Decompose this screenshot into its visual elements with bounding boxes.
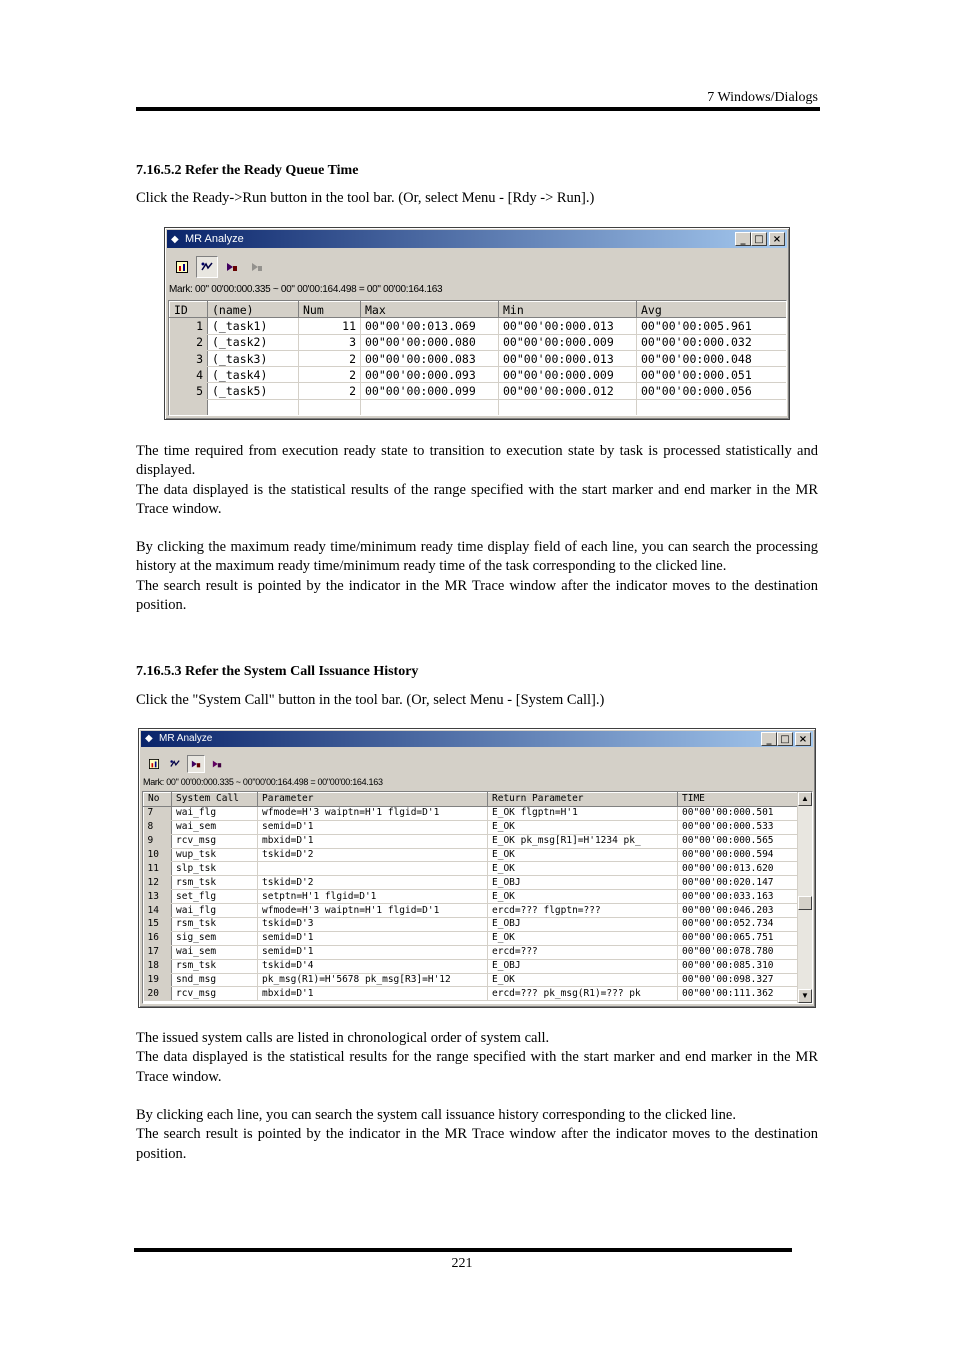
table-row[interactable] <box>144 959 799 973</box>
scroll-up-icon[interactable]: ▲ <box>798 792 812 806</box>
cell-system-call: wai_flg <box>172 904 258 918</box>
col-header-system-call[interactable]: System Call <box>172 793 258 807</box>
cell-min[interactable]: 00"00'00:000.013 <box>499 350 637 366</box>
cell-min[interactable]: 00"00'00:000.013 <box>499 318 637 334</box>
paragraph: By clicking each line, you can search the system call issuance history corresponding to the clicked line. <box>136 1107 736 1123</box>
paragraph: The issued system calls are listed in chronological order of system call. <box>136 1030 550 1046</box>
cell-system-call: snd_msg <box>172 973 258 987</box>
cell-no: 17 <box>144 945 172 959</box>
cell-avg: 00"00'00:005.961 <box>637 318 787 334</box>
cell-system-call: rsm_tsk <box>172 959 258 973</box>
cell-id: 2 <box>170 334 208 350</box>
cell-system-call: rcv_msg <box>172 987 258 1001</box>
system-call-history-button[interactable] <box>208 755 226 773</box>
cell-system-call: rcv_msg <box>172 834 258 848</box>
mark-range-label: Mark: 00" 00'00:000.335 ~ 00"00'00:164.498 = 00"00'00:164.163 <box>143 777 383 787</box>
cell-no: 12 <box>144 876 172 890</box>
cell-no: 10 <box>144 848 172 862</box>
cell-time: 00"00'00:046.203 <box>678 904 799 918</box>
cell-time: 00"00'00:000.565 <box>678 834 799 848</box>
cell-name: (_task3) <box>208 350 299 366</box>
cell-avg: 00"00'00:000.048 <box>637 350 787 366</box>
empty-cell <box>208 399 299 415</box>
cell-parameter: semid=D'1 <box>258 931 488 945</box>
ready-queue-grid <box>169 301 787 416</box>
app-icon: ◆ <box>145 733 153 744</box>
system-call-grid <box>143 792 799 1001</box>
cell-num: 3 <box>299 334 361 350</box>
table-row[interactable] <box>144 820 799 834</box>
col-header-parameter[interactable]: Parameter <box>258 793 488 807</box>
cell-return-parameter: ercd=??? flgptn=??? <box>488 904 678 918</box>
cell-time: 00"00'00:078.780 <box>678 945 799 959</box>
cell-id: 3 <box>170 350 208 366</box>
cell-return-parameter: E_OK <box>488 931 678 945</box>
system-call-button[interactable] <box>221 256 243 278</box>
cell-no: 7 <box>144 806 172 820</box>
ready-run-icon <box>201 261 213 273</box>
cell-time: 00"00'00:111.362 <box>678 987 799 1001</box>
maximize-button[interactable]: □ <box>751 232 767 246</box>
section2-intro: Click the "System Call" button in the tool bar. (Or, select Menu - [System Call].) <box>136 692 605 708</box>
col-header-no[interactable]: No <box>144 793 172 807</box>
section-title-system-call: 7.16.5.3 Refer the System Call Issuance History <box>136 664 419 679</box>
table-row[interactable] <box>144 806 799 820</box>
cell-parameter: tskid=D'2 <box>258 876 488 890</box>
cell-return-parameter: E_OK <box>488 973 678 987</box>
cell-parameter: pk_msg(R1)=H'5678 pk_msg[R3]=H'12 <box>258 973 488 987</box>
paragraph: The data displayed is the statistical results for the range specified with the start marker and end marker in the MR Trace window. <box>136 1049 818 1085</box>
cell-return-parameter: E_OK <box>488 848 678 862</box>
cell-num: 2 <box>299 367 361 383</box>
cell-time: 00"00'00:085.310 <box>678 959 799 973</box>
cell-system-call: slp_tsk <box>172 862 258 876</box>
cell-no: 19 <box>144 973 172 987</box>
cell-max[interactable]: 00"00'00:000.083 <box>361 350 499 366</box>
cell-parameter: mbxid=D'1 <box>258 834 488 848</box>
cell-id: 4 <box>170 367 208 383</box>
cell-return-parameter: E_OK <box>488 862 678 876</box>
system-call-icon <box>226 261 238 273</box>
empty-cell <box>299 399 361 415</box>
section-title-ready-queue: 7.16.5.2 Refer the Ready Queue Time <box>136 163 359 178</box>
cell-system-call: wai_flg <box>172 806 258 820</box>
cell-min[interactable]: 00"00'00:000.009 <box>499 367 637 383</box>
chapter-header: 7 Windows/Dialogs <box>707 90 818 105</box>
table-row[interactable] <box>144 904 799 918</box>
col-header-id[interactable]: ID <box>170 302 208 318</box>
section1-body-2 <box>136 538 818 615</box>
col-header-return-parameter[interactable]: Return Parameter <box>488 793 678 807</box>
table-row[interactable] <box>144 973 799 987</box>
system-call-icon <box>212 759 222 769</box>
cpu-occupancy-button[interactable] <box>171 256 193 278</box>
cell-system-call: wup_tsk <box>172 848 258 862</box>
cell-no: 13 <box>144 890 172 904</box>
table-row[interactable] <box>144 987 799 1001</box>
section2-body-2 <box>136 1106 836 1164</box>
cell-parameter: semid=D'1 <box>258 820 488 834</box>
minimize-button[interactable]: _ <box>735 232 751 246</box>
system-call-button[interactable] <box>187 755 205 773</box>
cell-no: 11 <box>144 862 172 876</box>
col-header-max[interactable]: Max <box>361 302 499 318</box>
toolbar <box>171 256 268 278</box>
paragraph: The time required from execution ready state to transition to execution state by task is processed statistically and displayed. <box>136 443 818 479</box>
app-icon: ◆ <box>171 234 179 245</box>
cell-num: 2 <box>299 383 361 399</box>
paragraph: By clicking the maximum ready time/minimum ready time display field of each line, you can search the processing history at the maximum ready time/minimum ready time of the task corresponding to the clicked line. <box>136 539 818 575</box>
close-button[interactable]: × <box>769 232 785 246</box>
table-row[interactable] <box>144 862 799 876</box>
cell-num: 11 <box>299 318 361 334</box>
cell-max[interactable]: 00"00'00:013.069 <box>361 318 499 334</box>
cell-system-call: wai_sem <box>172 945 258 959</box>
ready-run-button[interactable] <box>196 256 218 278</box>
window-titlebar[interactable] <box>141 731 813 747</box>
col-header-name[interactable]: (name) <box>208 302 299 318</box>
chart-icon <box>149 759 159 769</box>
table-row[interactable] <box>170 334 787 350</box>
system-call-icon <box>191 759 201 769</box>
cell-num: 2 <box>299 350 361 366</box>
system-call-icon-disabled <box>251 261 263 273</box>
cell-parameter: tskid=D'4 <box>258 959 488 973</box>
section2-body-1 <box>136 1029 818 1087</box>
section1-body-1 <box>136 442 818 519</box>
cell-system-call: set_flg <box>172 890 258 904</box>
cell-no: 14 <box>144 904 172 918</box>
disabled-tool-button <box>246 256 268 278</box>
cell-id: 5 <box>170 383 208 399</box>
mr-analyze-window-ready <box>164 227 790 420</box>
ready-run-button[interactable] <box>166 755 184 773</box>
table-row[interactable] <box>144 918 799 932</box>
cell-system-call: rsm_tsk <box>172 918 258 932</box>
cell-avg: 00"00'00:000.051 <box>637 367 787 383</box>
cell-min[interactable]: 00"00'00:000.009 <box>499 334 637 350</box>
cell-time: 00"00'00:033.163 <box>678 890 799 904</box>
table-row[interactable] <box>144 890 799 904</box>
toolbar <box>145 755 226 775</box>
cell-parameter: setptn=H'1 flgid=D'1 <box>258 890 488 904</box>
cell-system-call: rsm_tsk <box>172 876 258 890</box>
window-title: MR Analyze <box>159 733 213 744</box>
table-row[interactable] <box>144 876 799 890</box>
cell-return-parameter: ercd=??? pk_msg(R1)=??? pk <box>488 987 678 1001</box>
table-row[interactable] <box>170 318 787 334</box>
mark-range-label: Mark: 00" 00'00:000.335 ~ 00" 00'00:164.498 = 00" 00'00:164.163 <box>169 284 443 295</box>
table-row[interactable] <box>144 834 799 848</box>
cell-return-parameter: E_OBJ <box>488 876 678 890</box>
cell-no: 8 <box>144 820 172 834</box>
ready-queue-table <box>168 300 787 416</box>
mr-analyze-window-syscall <box>138 728 816 1008</box>
cell-parameter: mbxid=D'1 <box>258 987 488 1001</box>
cell-min[interactable]: 00"00'00:000.012 <box>499 383 637 399</box>
cell-time: 00"00'00:052.734 <box>678 918 799 932</box>
cell-return-parameter: E_OK <box>488 890 678 904</box>
cell-time: 00"00'00:013.620 <box>678 862 799 876</box>
table-row[interactable] <box>170 367 787 383</box>
section1-intro: Click the Ready->Run button in the tool bar. (Or, select Menu - [Rdy -> Run].) <box>136 190 595 206</box>
cell-system-call: sig_sem <box>172 931 258 945</box>
paragraph: The search result is pointed by the indicator in the MR Trace window after the indicator moves to the destination position. <box>136 577 818 613</box>
cell-parameter: wfmode=H'3 waiptn=H'1 flgid=D'1 <box>258 904 488 918</box>
footer-rule <box>134 1248 792 1252</box>
header-rule <box>136 107 820 111</box>
minimize-button[interactable]: _ <box>761 732 777 746</box>
table-row[interactable] <box>170 383 787 399</box>
cell-parameter: semid=D'1 <box>258 945 488 959</box>
close-button[interactable]: × <box>795 732 811 746</box>
scroll-thumb[interactable] <box>798 896 812 910</box>
cell-return-parameter: E_OBJ <box>488 918 678 932</box>
col-header-min[interactable]: Min <box>499 302 637 318</box>
cell-max[interactable]: 00"00'00:000.099 <box>361 383 499 399</box>
empty-cell <box>170 399 208 415</box>
empty-cell <box>499 399 637 415</box>
empty-cell <box>637 399 787 415</box>
paragraph: The search result is pointed by the indicator in the MR Trace window after the indicator moves to the destination position. <box>136 1126 818 1162</box>
col-header-time[interactable]: TIME <box>678 793 799 807</box>
window-title: MR Analyze <box>185 233 244 245</box>
window-titlebar[interactable] <box>167 230 787 248</box>
cell-time: 00"00'00:000.533 <box>678 820 799 834</box>
cell-return-parameter: E_OK pk_msg[R1]=H'1234 pk_ <box>488 834 678 848</box>
cell-return-parameter: ercd=??? <box>488 945 678 959</box>
cell-parameter: wfmode=H'3 waiptn=H'1 flgid=D'1 <box>258 806 488 820</box>
chart-icon <box>176 261 188 273</box>
cell-no: 18 <box>144 959 172 973</box>
empty-cell <box>361 399 499 415</box>
table-row[interactable] <box>170 350 787 366</box>
vertical-scrollbar[interactable] <box>797 792 812 1003</box>
cell-system-call: wai_sem <box>172 820 258 834</box>
scroll-down-icon[interactable]: ▼ <box>798 989 812 1003</box>
cell-parameter: tskid=D'2 <box>258 848 488 862</box>
cell-name: (_task5) <box>208 383 299 399</box>
cell-time: 00"00'00:000.594 <box>678 848 799 862</box>
empty-row <box>170 399 787 415</box>
cell-name: (_task2) <box>208 334 299 350</box>
cell-time: 00"00'00:098.327 <box>678 973 799 987</box>
maximize-button[interactable]: □ <box>777 732 793 746</box>
table-row[interactable] <box>144 848 799 862</box>
cell-no: 16 <box>144 931 172 945</box>
cell-max[interactable]: 00"00'00:000.080 <box>361 334 499 350</box>
cell-name: (_task1) <box>208 318 299 334</box>
cell-time: 00"00'00:000.501 <box>678 806 799 820</box>
col-header-avg[interactable]: Avg <box>637 302 787 318</box>
page-number: 221 <box>451 1256 473 1271</box>
cell-parameter: tskid=D'3 <box>258 918 488 932</box>
cell-return-parameter: E_OK flgptn=H'1 <box>488 806 678 820</box>
cell-no: 20 <box>144 987 172 1001</box>
cell-no: 15 <box>144 918 172 932</box>
cell-id: 1 <box>170 318 208 334</box>
col-header-num[interactable]: Num <box>299 302 361 318</box>
cell-avg: 00"00'00:000.056 <box>637 383 787 399</box>
cpu-occupancy-button[interactable] <box>145 755 163 773</box>
cell-return-parameter: E_OK <box>488 820 678 834</box>
cell-time: 00"00'00:020.147 <box>678 876 799 890</box>
ready-run-icon <box>170 759 180 769</box>
cell-time: 00"00'00:065.751 <box>678 931 799 945</box>
cell-return-parameter: E_OBJ <box>488 959 678 973</box>
cell-name: (_task4) <box>208 367 299 383</box>
cell-avg: 00"00'00:000.032 <box>637 334 787 350</box>
system-call-table <box>142 791 813 1004</box>
table-row[interactable] <box>144 945 799 959</box>
cell-max[interactable]: 00"00'00:000.093 <box>361 367 499 383</box>
paragraph: The data displayed is the statistical results of the range specified with the start marker and end marker in the MR Trace window. <box>136 481 818 517</box>
table-row[interactable] <box>144 931 799 945</box>
cell-parameter <box>258 862 488 876</box>
cell-no: 9 <box>144 834 172 848</box>
